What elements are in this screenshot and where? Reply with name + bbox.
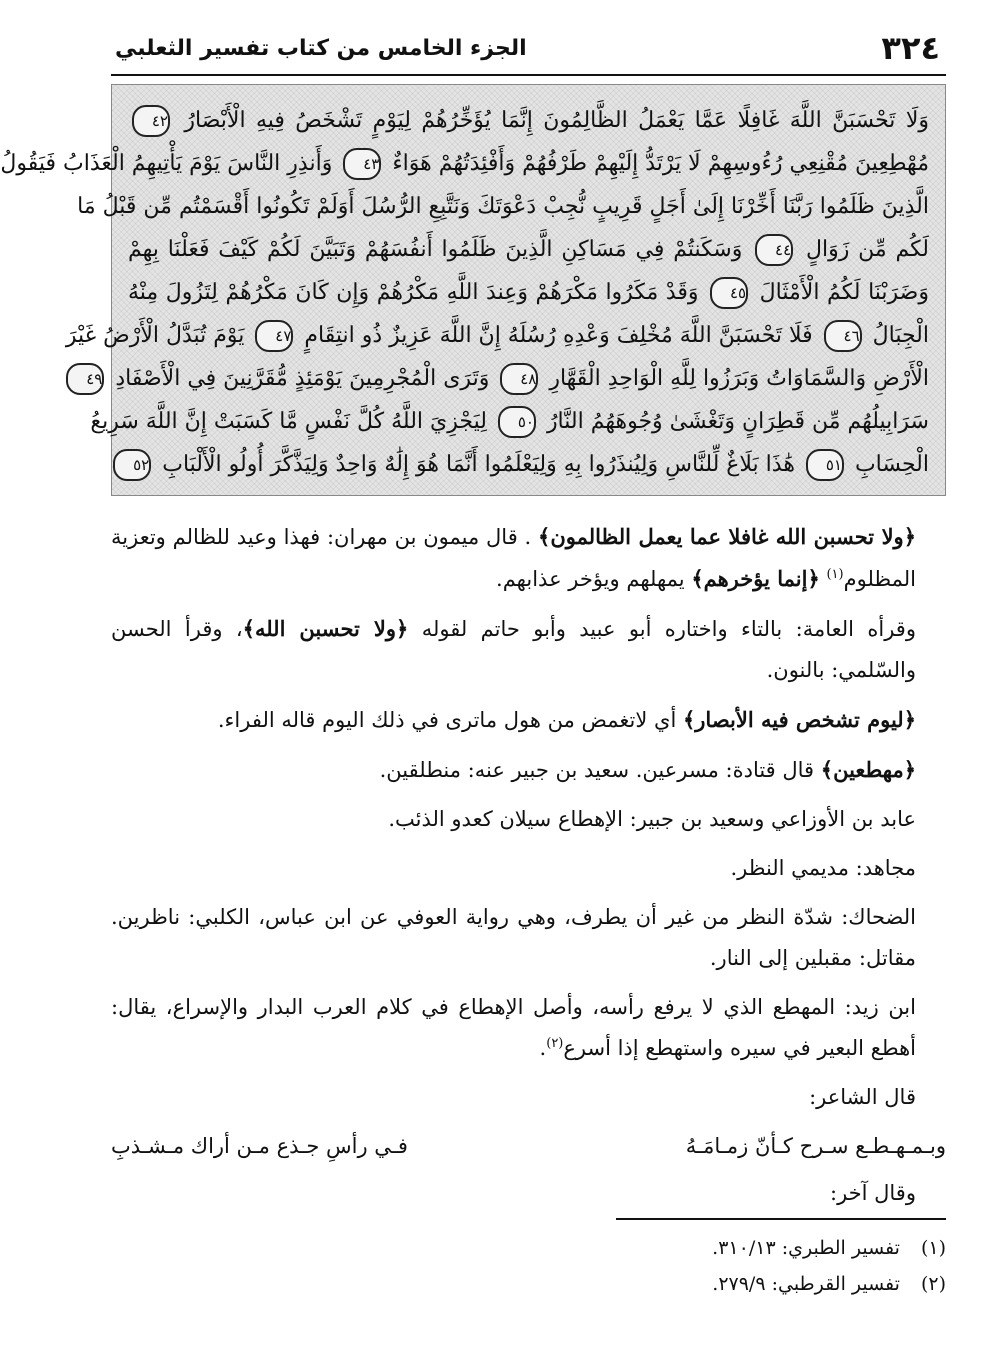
- verse-line: لَكُم مِّن زَوَالٍ ٤٤ وَسَكَنتُمْ فِي مَسَاكِنِ الَّذِينَ ظَلَمُوا أَنفُسَهُمْ وَتَبَيَّنَ لَكُمْ كَيْفَ فَعَلْنَا بِهِمْ: [128, 228, 929, 271]
- page: [0, 22, 946, 1342]
- ayah-number-marker: ٤٣: [343, 148, 381, 180]
- footnotes: [111, 1230, 946, 1302]
- poem-hemistich-second: فـي رأسِ جـذع مـن أراك مـشـذبِ: [111, 1134, 408, 1158]
- quoted-verse: ﴿إنما يؤخرهم﴾: [691, 566, 820, 591]
- footnote: [111, 1230, 946, 1266]
- ayah-number-marker: ٤٤: [755, 234, 793, 266]
- footnote-ref: (٢): [546, 1036, 564, 1051]
- commentary-paragraph: عابد بن الأوزاعي وسعيد بن جبير: الإهطاع سيلان كعدو الذئب.: [388, 807, 916, 831]
- ayah-number-marker: ٥١: [806, 449, 844, 481]
- page-header: [111, 22, 946, 76]
- ayah-number-marker: ٤٦: [824, 320, 862, 352]
- quoted-verse: ﴿ليوم تشخص فيه الأبصار﴾: [682, 707, 916, 732]
- verse-line: مُهْطِعِينَ مُقْنِعِي رُءُوسِهِمْ لَا يَرْتَدُّ إِلَيْهِمْ طَرْفُهُمْ وَأَفْئِدَتُهُمْ هَوَاءٌ ٤٣ وَأَنذِرِ النَّاسَ يَوْمَ يَأْتِيهِمُ الْعَذَابُ فَيَقُولُ: [128, 142, 929, 185]
- poem-verse: [111, 1126, 946, 1167]
- commentary-paragraph: قال الشاعر:: [809, 1085, 916, 1109]
- ayah-number-marker: ٤٨: [500, 363, 538, 395]
- poem-hemistich-first: وبـمـهـطـع سـرح كـأنّ زمـامَـهُ: [685, 1134, 946, 1158]
- footnote-number: (٢): [920, 1273, 946, 1295]
- footnote-number: (١): [920, 1237, 946, 1259]
- ayah-number-marker: ٤٢: [132, 105, 170, 137]
- footnote: [111, 1266, 946, 1302]
- verse-line: سَرَابِيلُهُم مِّن قَطِرَانٍ وَتَغْشَىٰ وُجُوهَهُمُ النَّارُ ٥٠ لِيَجْزِيَ اللَّهُ كُلَّ نَفْسٍ مَّا كَسَبَتْ إِنَّ اللَّهَ سَرِيعُ: [128, 400, 929, 443]
- page-number: ٣٢٤: [881, 29, 940, 67]
- verse-line: وَلَا تَحْسَبَنَّ اللَّهَ غَافِلًا عَمَّا يَعْمَلُ الظَّالِمُونَ إِنَّمَا يُؤَخِّرُهُمْ لِيَوْمٍ تَشْخَصُ فِيهِ الْأَبْصَارُ ٤٢: [128, 99, 929, 142]
- ayah-number-marker: ٤٧: [255, 320, 293, 352]
- quoted-verse: ﴿ولا تحسبن الله غافلا عما يعمل الظالمون﴾: [538, 524, 917, 549]
- footnote-ref: (١): [826, 567, 844, 582]
- verse-line: الْحِسَابِ ٥١ هَٰذَا بَلَاغٌ لِّلنَّاسِ وَلِيُنذَرُوا بِهِ وَلِيَعْلَمُوا أَنَّمَا هُوَ إِلَٰهٌ وَاحِدٌ وَلِيَذَّكَّرَ أُولُو الْأَلْبَابِ ٥٢: [128, 443, 929, 486]
- commentary-paragraph: وقرأه العامة: بالتاء واختاره أبو عبيد وأبو حاتم لقوله ﴿ولا تحسبن الله﴾، وقرأ الحسن والسّلمي: بالنون.: [111, 616, 916, 682]
- verse-line: الْأَرْضِ وَالسَّمَاوَاتُ وَبَرَزُوا لِلَّهِ الْوَاحِدِ الْقَهَّارِ ٤٨ وَتَرَى الْمُجْرِمِينَ يَوْمَئِذٍ مُّقَرَّنِينَ فِي الْأَصْفَادِ ٤٩: [128, 357, 929, 400]
- commentary-body: [111, 516, 946, 1222]
- running-title: الجزء الخامس من كتاب تفسير الثعلبي: [115, 35, 527, 61]
- commentary-paragraph: ابن زيد: المهطع الذي لا يرفع رأسه، وأصل الإهطاع في كلام العرب البدار والإسراع، يقال: أهطع البعير في سيره واستهطع إذا أسرع$^{(٢)}$.: [111, 995, 916, 1060]
- commentary-paragraph: الضحاك: شدّة النظر من غير أن يطرف، وهي رواية العوفي عن ابن عباس، الكلبي: ناظرين. مقاتل: مقبلين إلى النار.: [111, 905, 916, 970]
- ayah-number-marker: ٥٠: [498, 406, 536, 438]
- footnote-text: تفسير القرطبي: ٢٧٩/٩.: [712, 1273, 900, 1295]
- ayah-number-marker: ٤٩: [66, 363, 104, 395]
- commentary-paragraph: ﴿ليوم تشخص فيه الأبصار﴾ أي لاتغمض من هول ماترى في ذلك اليوم قاله الفراء.: [217, 707, 916, 732]
- commentary-paragraph: مجاهد: مديمي النظر.: [730, 856, 916, 880]
- quoted-verse: ﴿مهطعين﴾: [820, 757, 916, 782]
- footnote-text: تفسير الطبري: ٣١٠/١٣.: [712, 1237, 900, 1259]
- commentary-paragraph: ﴿مهطعين﴾ قال قتادة: مسرعين. سعيد بن جبير عنه: منطلقين.: [379, 757, 916, 782]
- ayah-number-marker: ٥٢: [113, 449, 151, 481]
- verse-line: وَضَرَبْنَا لَكُمُ الْأَمْثَالَ ٤٥ وَقَدْ مَكَرُوا مَكْرَهُمْ وَعِندَ اللَّهِ مَكْرُهُمْ وَإِن كَانَ مَكْرُهُمْ لِتَزُولَ مِنْهُ: [128, 271, 929, 314]
- footnote-divider: [616, 1218, 946, 1220]
- commentary-paragraph: ﴿ولا تحسبن الله غافلا عما يعمل الظالمون﴾ . قال ميمون بن مهران: فهذا وعيد للظالم وتعزية المظلوم$^{(١)}$ ﴿إنما يؤخرهم﴾ يمهلهم ويؤخر عذابهم.: [111, 524, 917, 591]
- verse-line: الَّذِينَ ظَلَمُوا رَبَّنَا أَخِّرْنَا إِلَىٰ أَجَلٍ قَرِيبٍ نُّجِبْ دَعْوَتَكَ وَنَتَّبِعِ الرُّسُلَ أَوَلَمْ تَكُونُوا أَقْسَمْتُم مِّن قَبْلُ مَا: [77, 194, 929, 219]
- verse-line: الْجِبَالُ ٤٦ فَلَا تَحْسَبَنَّ اللَّهَ مُخْلِفَ وَعْدِهِ رُسُلَهُ إِنَّ اللَّهَ عَزِيزٌ ذُو انتِقَامٍ ٤٧ يَوْمَ تُبَدَّلُ الْأَرْضُ غَيْرَ: [128, 314, 929, 357]
- ayah-number-marker: ٤٥: [710, 277, 748, 309]
- quran-verses-box: [0, 84, 946, 496]
- commentary-paragraph: وقال آخر:: [830, 1181, 916, 1205]
- quoted-verse: ﴿ولا تحسبن الله﴾: [242, 616, 409, 641]
